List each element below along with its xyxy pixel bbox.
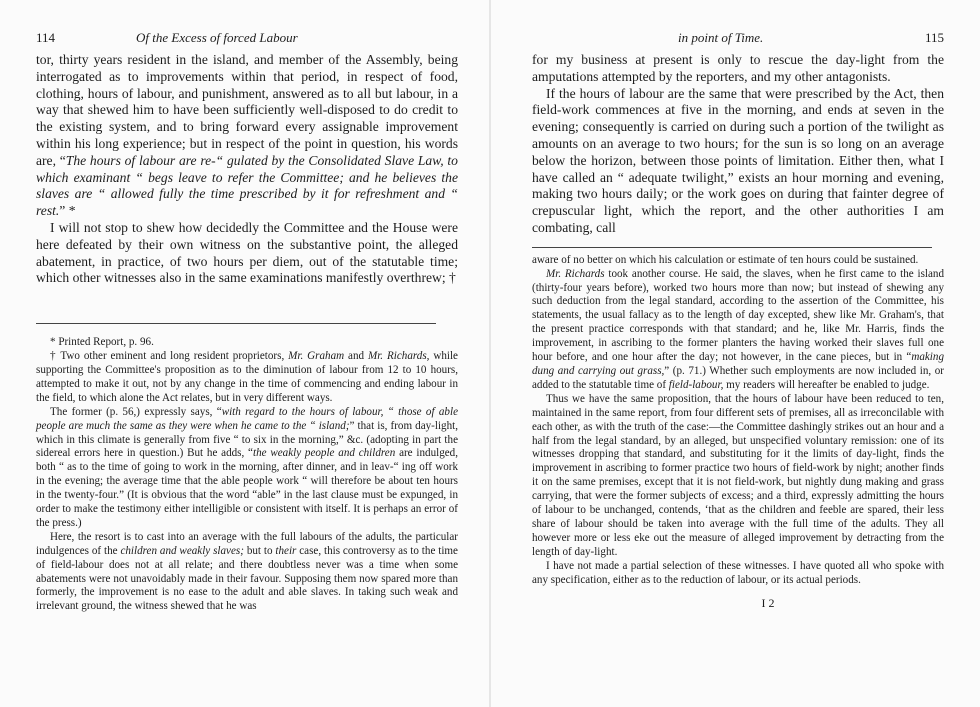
left-footnote-1: * Printed Report, p. 96. <box>50 336 154 349</box>
left-quote: The hours of labour are re-“ gulated by the Consolidated Slave Law, to which examinant “ begs leave to refer the Committee; and he believes the slaves are “ allowed fully the time prescribed by it for refreshment and “ rest. <box>36 152 458 219</box>
signature-mark: I 2 <box>761 595 775 610</box>
left-footnotes <box>36 336 458 614</box>
left-footnote-rule <box>36 323 436 324</box>
right-footnote-2: Mr. Richards took another course. He said, the slaves, when he first came to the island (thirty-four years before), worked two hours more than now; but instead of shewing any such deduction from the legal standard, according to the assertion of the Committee, his statements, the usual fallacy as to the length of day excepted, shew like Mr. Graham's, that the present practice corresponds with that standard; and he, like Mr. Harris, finds the improvement, in ascribing to the former planters the having worked their slaves full one hour before, and one hour after the day; not however, in the cane pieces, but in “making dung and carrying out grass,” (p. 71.) Whether such employments are now included in, or added to the statutable time of field-labour, my readers will hereafter be enabled to judge. <box>532 267 944 391</box>
left-body-text <box>36 52 458 287</box>
right-footnote-rule <box>532 247 932 248</box>
left-footnote-4: Here, the resort is to cast into an average with the full labours of the adults, the particular indulgences of the children and weakly slaves; but to their case, this controversy as to the time of field-labour does not at all relate; and there doubtless never was a time when some abatements were not unavoidably made in their favour. Supposing them now spared more than formerly, the improvement is no ease to the adult and able slaves. In taking such weak and irrelevant ground, the witness shewed that he was <box>36 530 458 613</box>
left-footnote-2: † Two other eminent and long resident proprietors, Mr. Graham and Mr. Richards, while supporting the Committee's proposition as to the diminution of labour from 12 to 10 hours, attempted to make it out, not by any change in the time of commencing and ending labour in the field, to which alone the Act relates, but in very different ways. <box>36 350 458 404</box>
left-running-head <box>36 30 458 52</box>
left-paragraph-1: tor, thirty years resident in the island, and member of the Assembly, being interrogated as to improvements within that period, in respect of food, clothing, hours of labour, and punishment, answered as to all but labour, in a way that shewed him to have been sufficiently well-disposed to do credit to the existing system, and to bring forward every assignable improvement within his long experience; but in respect of the point in question, his words are, “The hours of labour are re-“ gulated by the Consolidated Slave Law, to which examinant “ begs leave to refer the Committee; and he believes the slaves are “ allowed fully the time prescribed by it for refreshment and “ rest.” * <box>36 52 458 219</box>
right-footnote-4: I have not made a partial selection of these witnesses. I have quoted all who spoke with any specification, either as to the reduction of labour, or its actual periods. <box>532 559 944 586</box>
right-page-number: 115 <box>924 30 944 45</box>
right-running-head <box>532 30 944 52</box>
left-footnote-3: The former (p. 56,) expressly says, “with regard to the hours of labour, “ those of able people are much the same as they were when he came to the “ island;” that is, from day-light, which in this climate is generally from five “ to six in the morning,” &c. (adopting in part the sidereal errors here in question.) But he adds, “the weakly people and children are indulged, both “ as to the time of going to work in the morning, after dinner, and in leav-“ ing off work in the evening; the average time that the able people work “ will therefore be about ten hours in the twenty-four.” (It is obvious that the word “able” in the last clause must be expunged, in order to make the testimony either intelligible or consistent with itself. It is perhaps an error of the press.) <box>36 405 458 529</box>
right-paragraph-1: for my business at present is only to rescue the day-light from the amputations attempted by the reporters, and my other antagonists. <box>532 52 944 84</box>
right-footnote-3: Thus we have the same proposition, that the hours of labour have been reduced to ten, maintained in the same report, from four different sets of premises, all as irreconcilable with each other, as with the truth of the case:—the Committee dashingly strikes out an hour and a half from the legal standard, by an alleged, but unspecified voluntary remission: one of its witnesses dropping that standard, and substituting for it the limits of day-light, finds the improvement in ascribing to former practice two hours of field-work by night; another finds it on the same premises, except that it is not field-work, but nightly dung making and grass carrying, that were the former subjects of excess; and a third, expressly admitting the hours of labour to be unchanged, contends, ‘that as the children and feeble are spared, their less share of labour should be taken into average with the full time of the adults. They all however more or less eke out the measure of alleged improvement by detracting from the length of day-light. <box>532 392 944 558</box>
right-body-text <box>532 52 944 237</box>
right-running-title: in point of Time. <box>678 30 764 45</box>
left-running-title: Of the Excess of forced Labour <box>136 30 298 45</box>
right-paragraph-2: If the hours of labour are the same that were prescribed by the Act, then field-work commences at five in the morning, and ends at seven in the evening; consequently is carried on during such a portion of the twilight as amounts on an average to two hours; for the sun is so long on an average below the horizon, between those points of limitation. Either then, what I have called an “ adequate twilight,” exists an hour morning and evening, making two hours daily; or the work goes on during that fainter degree of crepuscular light, which the report, and the other authorities I am combating, call <box>532 85 944 235</box>
left-page-number: 114 <box>36 30 56 45</box>
right-page <box>490 0 980 707</box>
right-footnotes <box>532 254 944 588</box>
left-paragraph-2: I will not stop to shew how decidedly the Committee and the House were here defeated by their own witness on the substantive point, the alleged abatement, in practice, of two hours per diem, out of the statutable time; which other witnesses also in the same examinations manifestly overthrew; † <box>36 219 458 286</box>
right-footnote-1: aware of no better on which his calculation or estimate of ten hours could be sustained. <box>532 253 919 266</box>
